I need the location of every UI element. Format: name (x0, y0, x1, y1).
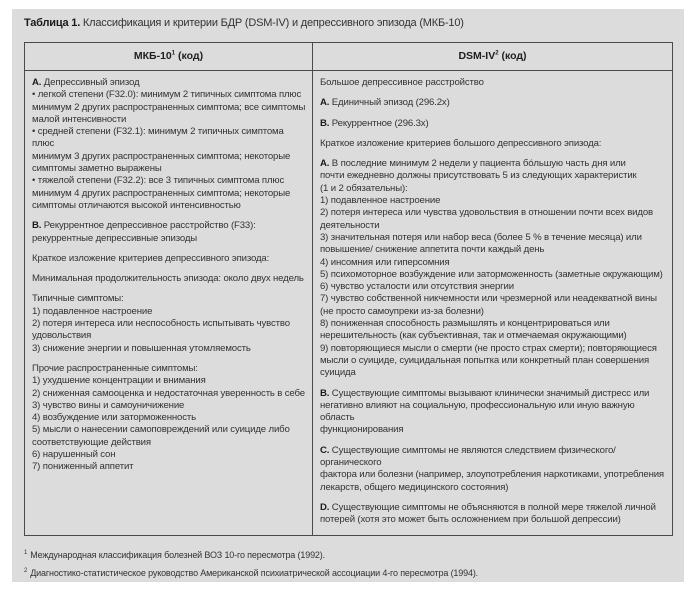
text-line: (не просто самоупреки из-за болезни) (320, 305, 484, 317)
marker-a: A. (320, 158, 330, 170)
text-line: почти ежедневно должны присутствовать 5 из следующих характеристик (320, 170, 637, 182)
section-a-title: Депрессивный эпизод (41, 77, 140, 88)
dsm4-criterion-d (320, 502, 668, 527)
text-line: потерей (хотя это может быть осложнением при большой депрессии) (320, 514, 621, 526)
header-dsm4-label: DSM-IV (458, 50, 496, 62)
text-line: 3) значительная потеря или набор веса (более 5 % в течение месяца) или (320, 231, 642, 243)
text-line: удовольствия (32, 330, 92, 342)
text-line: минимум 3 других распространенных симптома; некоторые (32, 150, 291, 162)
text-line: • легкой степени (F32.0): минимум 2 типичных симптома плюс (32, 89, 302, 101)
text-line: 8) пониженная способность размышлять и концентрироваться или (320, 318, 610, 330)
column-divider (312, 43, 313, 535)
dsm4-criterion-c (320, 445, 668, 494)
text-line: 4) возбуждение или заторможенность (32, 412, 196, 424)
section-b-title: Рекуррентное депрессивное расстройство (F33): (41, 220, 256, 232)
icd10-section-b (32, 220, 308, 245)
marker-d: D. (320, 501, 330, 513)
header-dsm4-sup: 2 (495, 50, 499, 57)
text-line: фактора или болезни (например, злоупотребления наркотиками, употребления (320, 469, 664, 481)
text-line: • тяжелой степени (F32.2): все 3 типичных симптома плюс (32, 175, 285, 187)
dsm4-title: Большое депрессивное расстройство (320, 77, 484, 88)
header-icd10-suffix: (код) (175, 50, 204, 62)
text-line: 4) инсомния или гиперсомния (320, 256, 450, 268)
other-title: Прочие распространенные симптомы: (32, 362, 198, 374)
text-line: симптомы отличаются высокой интенсивностью (32, 199, 241, 211)
text-line: 5) психомоторное возбуждение или заторможенность (заметные окружающим) (320, 268, 663, 280)
header-dsm4 (313, 43, 672, 70)
text-line: 7) пониженный аппетит (32, 461, 134, 473)
footnote-1 (24, 550, 478, 568)
caption-text: Классификация и критерии БДР (DSM-IV) и депрессивного эпизода (МКБ-10) (80, 17, 464, 29)
text-line: симптомы заметно выражены (32, 163, 162, 175)
table-caption (24, 17, 464, 29)
header-dsm4-suffix: (код) (498, 50, 527, 62)
text-line: 2) сниженная самооценка и недостаточная уверенность в себе (32, 387, 305, 399)
text-line: 9) повторяющиеся мысли о смерти (не просто страх смерти); повторяющиеся (320, 342, 657, 354)
text-line: 1) подавленное настроение (32, 305, 153, 317)
table-header (25, 43, 672, 71)
text-line: мысли о суициде, суицидальная попытка или конкретный план совершения (320, 354, 649, 366)
dsm4-summary: Краткое изложение критериев большого депрессивного эпизода: (320, 137, 602, 149)
text-line: рекуррентные депрессивные эпизоды (32, 232, 198, 244)
marker-b: B. (320, 117, 330, 129)
icd10-other-symptoms (32, 363, 308, 474)
text-line: малой интенсивности (32, 113, 127, 125)
text-line: 5) мысли о нанесении самоповреждений или суициде либо (32, 424, 290, 436)
text-line: 2) потеря интереса или неспособность испытывать чувство (32, 318, 290, 330)
header-icd10-label: МКБ-10 (133, 50, 172, 62)
dsm4-criterion-b (320, 388, 668, 437)
text-line: Существующие симптомы не объясняются в полной мере тяжелой личной (329, 501, 656, 513)
marker-a: A. (32, 77, 42, 88)
footnote-1-text: Международная классификация болезней ВОЗ 10-го пересмотра (1992). (30, 550, 325, 560)
dsm4-criterion-a (320, 158, 668, 379)
text-line: 7) чувство собственной никчемности или чрезмерной или неадекватной вины (320, 293, 657, 305)
marker-c: C. (320, 444, 330, 456)
text-line: В последние минимум 2 недели у пациента бóльшую часть дня или (329, 158, 626, 170)
footnote-1-marker: 1 (24, 550, 28, 556)
header-icd10 (25, 43, 312, 70)
text-line: минимум 2 других распространенных симптома; все симптомы (32, 101, 306, 113)
icd10-column (32, 71, 308, 535)
text-line: нерешительность (как субъективная, так и отмечаемая окружающими) (320, 330, 627, 342)
text-line: (1 и 2 обязательны): (320, 182, 408, 194)
text-line: 1) подавленное настроение (320, 195, 441, 207)
icd10-summary: Краткое изложение критериев депрессивного эпизода: (32, 252, 270, 264)
footnotes (24, 550, 478, 586)
dsm4-recurrent (320, 118, 668, 130)
text-line: лекарств, общего медицинского состояния) (320, 481, 509, 493)
text-line: 6) нарушенный сон (32, 449, 116, 461)
caption-label: Таблица 1. (24, 17, 81, 29)
footnote-2 (24, 568, 478, 586)
text-line: • средней степени (F32.1): минимум 2 типичных симптома плюс (32, 126, 284, 150)
text-line: минимум 4 других распространенных симптома; некоторые (32, 187, 291, 199)
icd10-min-duration: Минимальная продолжительность эпизода: около двух недель (32, 273, 304, 285)
footnote-2-text: Диагностико-статистическое руководство Американской психиатрической ассоциации 4-го пересмотра (1994). (30, 568, 479, 578)
footnote-2-marker: 2 (24, 568, 28, 574)
text-line: негативно влияют на социальную, профессиональную или иную важную область (320, 399, 635, 424)
recurrent-text: Рекуррентное (296.3x) (329, 117, 429, 129)
text-line: суицида (320, 367, 356, 379)
icd10-section-a (32, 77, 308, 212)
classification-table (24, 42, 673, 536)
text-line: 3) чувство вины и самоуничижение (32, 399, 185, 411)
text-line: 1) ухудшение концентрации и внимания (32, 375, 206, 387)
typical-title: Типичные симптомы: (32, 293, 124, 305)
header-icd10-sup: 1 (171, 50, 176, 57)
text-line: 2) потеря интереса или чувства удовольствия в отношении почти всех видов (320, 207, 653, 219)
single-episode-text: Единичный эпизод (296.2x) (329, 97, 450, 109)
text-line: 6) чувство усталости или отсутствия энергии (320, 281, 514, 293)
text-line: Существующие симптомы вызывают клинически значимый дистресс или (329, 387, 650, 399)
text-line: деятельности (320, 219, 380, 231)
text-line: Существующие симптомы не являются следствием физического/органического (320, 444, 616, 469)
text-line: повышение/ снижение аппетита почти каждый день (320, 244, 545, 256)
text-line: функционирования (320, 424, 404, 436)
marker-b: B. (320, 387, 330, 399)
icd10-typical-symptoms (32, 293, 308, 354)
text-line: соответствующие действия (32, 436, 151, 448)
marker-a: A. (320, 97, 330, 109)
dsm4-single-episode (320, 97, 668, 109)
marker-b: B. (32, 220, 42, 232)
dsm4-column (320, 71, 668, 535)
text-line: 3) снижение энергии и повышенная утомляемость (32, 342, 251, 354)
